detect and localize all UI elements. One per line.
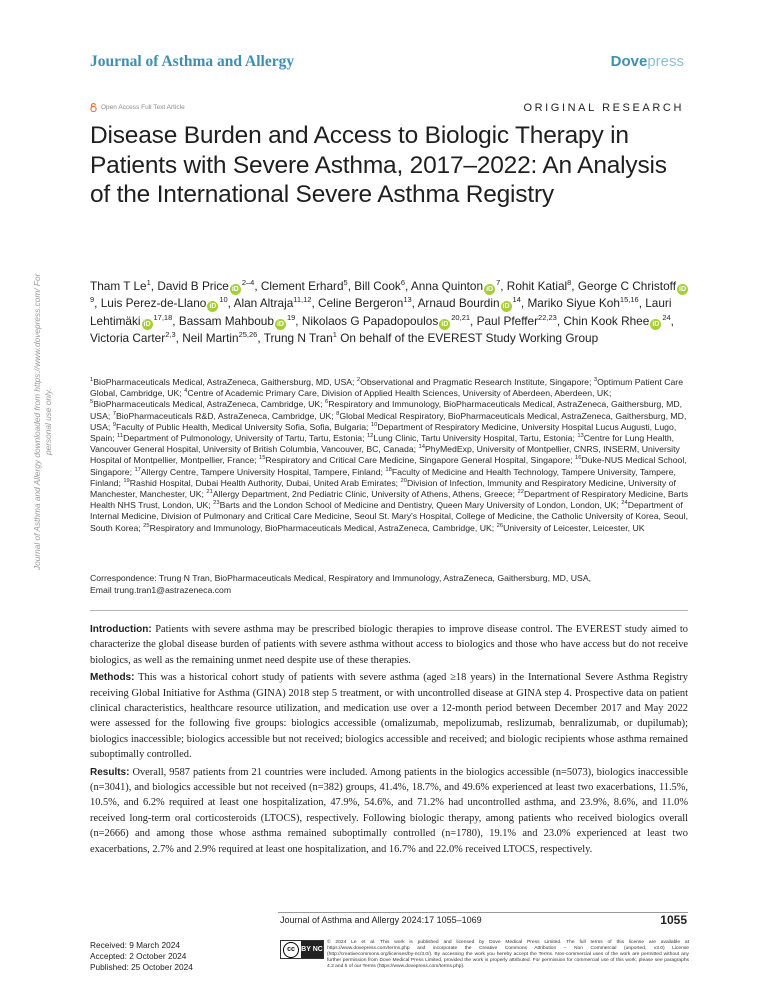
affiliation: $^{23}$Barts and the London School of Medicine and Dentistry, Queen Mary University of London, London, UK;: [213, 500, 622, 511]
introduction-text: Patients with severe asthma may be prescribed biologic therapies to improve disease control. The EVEREST study aimed to characterize the global disease burden of patients with severe asthma without access to biologics and those who have access but do not receive biologics, as well as the remaining unmet need despite use of these therapies.: [90, 624, 688, 666]
affiliation: $^{15}$Respiratory and Critical Care Medicine, Singapore General Hospital, Singapore;: [259, 455, 575, 466]
affiliation: $^6$Respiratory and Immunology, BioPharmaceuticals Medical, AstraZeneca, Gaithersburg, MD, USA;: [90, 399, 683, 421]
author: Chin Kook Rhee $iD^{24}$: [563, 312, 671, 328]
results-text: Overall, 9587 patients from 21 countries were included. Among patients in the biologics accessible (n=5073), biologics inaccessible (n=3041), and biologics accessible but not received (n=382) groups, 41.4%, 18.7%, and 49.6% experienced at least two exacerbations, 11.5%, 10.5%, and 6.2% required at least one hospitalization, 47.9%, 54.6%, and 71.2% had uncontrolled asthma, and 23.9%, 8.6%, and 11.0% received long-term oral corticosteroids (LTOCS), respectively. Following biologic therapy, among patients who received biologics overall (n=2666) and among those whose asthma remained suboptimally controlled (n=1780), 19.1% and 23.0% experienced at least two exacerbations, 2.7% and 2.9% required at least one hospitalization, and 16.7% and 22.0% received LTOCS, respectively.: [90, 766, 688, 855]
affiliation: $^{14}$PhyMedExp, University of Montpellier, CNRS, INSERM, University Hospital of Montpellier, Montpellier, France;: [90, 444, 680, 466]
affiliation: $^{11}$Department of Pulmonology, University of Tartu, Tartu, Estonia;: [117, 433, 367, 444]
author: Neil Martin$^{25,26}$: [182, 329, 258, 345]
author: Rohit Katial$^8$: [506, 278, 572, 293]
orcid-icon[interactable]: iD: [209, 303, 217, 311]
open-access-text: Open Access Full Text Article: [101, 104, 185, 111]
author: Tham T Le$^1$: [90, 278, 151, 293]
cc-license-badge[interactable]: [280, 940, 324, 959]
affiliation: $^8$Global Medical Respiratory, BioPharmaceuticals Medical, AstraZeneca, Gaithersburg, MD, USA;: [90, 410, 687, 432]
affiliation: $^{25}$Respiratory and Immunology, BioPharmaceuticals Medical, AstraZeneca, Cambridge, UK;: [143, 522, 497, 533]
affiliation: $^5$BioPharmaceuticals Medical, AstraZeneca, Cambridge, UK;: [90, 399, 326, 410]
author: Alan Altraja$^{11,12}$: [233, 295, 312, 311]
author: Paul Pfeffer$^{22,23}$: [476, 312, 557, 328]
author: David B Price $iD^{2-4}$: [157, 278, 255, 293]
correspondence-address: Correspondence: Trung N Tran, BioPharmaceuticals Medical, Respiratory and Immunology, AstraZeneca, Gaithersburg, MD, USA,: [90, 573, 592, 583]
study-group: On behalf of the EVEREST Study Working Group: [340, 330, 599, 345]
orcid-icon[interactable]: iD: [486, 286, 494, 293]
affiliation: $^{16}$Duke-NUS Medical School, Singapore;: [90, 455, 687, 477]
introduction-label: Introduction:: [90, 624, 152, 635]
affiliation: $^{10}$Department of Respiratory Medicine, University Hospital Lucus Augusti, Lugo, Spain;: [90, 421, 677, 444]
author: Mariko Siyue Koh$^{15,16}$: [527, 295, 639, 311]
affiliation: $^1$BioPharmaceuticals Medical, AstraZeneca, Gaithersburg, MD, USA;: [90, 377, 357, 387]
author: Celine Bergeron$^{13}$: [318, 295, 412, 311]
results-label: Results:: [90, 766, 130, 778]
affiliations: [90, 377, 692, 534]
orcid-icon[interactable]: iD: [276, 320, 284, 328]
open-access-lock-icon: [90, 103, 97, 112]
affiliation: $^4$Centre of Academic Primary Care, Division of Applied Health Sciences, University of Aberdeen, Aberdeen, UK;: [184, 388, 612, 399]
affiliation: $^{21}$Allergy Department, 2nd Pediatric Clinic, University of Athens, Athens, Greece;: [206, 489, 518, 500]
publisher-bold: Dove: [610, 53, 648, 70]
publisher-light: press: [647, 53, 684, 70]
license-text: © 2024 Le et al. This work is published and licensed by Dove Medical Press Limited. The full terms of this license are available at https://www.dovepress.com/terms.php and incorporate the Creative Commons Attribution – Non Commercial (unported, v3.0) License (http://creativecommons.org/licenses/by-nc/3.0/). By accessing the work you hereby accept the Terms. Non-commercial uses of the work are permitted without any further permission from Dove Medical Press Limited, provided the work is properly attributed. For permission for commercial use of this work, please see paragraphs 4.2 and 5 of our Terms (https://www.dovepress.com/terms.php).: [327, 940, 689, 970]
affiliation: $^{17}$Allergy Centre, Tampere University Hospital, Tampere, Finland;: [134, 466, 386, 477]
received-date: Received: 9 March 2024: [90, 940, 180, 950]
author: Lauri Lehtimäki iD$^{17,18}$: [90, 296, 672, 328]
accepted-date: Accepted: 2 October 2024: [90, 951, 187, 961]
publisher-logo[interactable]: [611, 53, 684, 70]
open-access-label: [90, 103, 185, 112]
orcid-icon[interactable]: iD: [231, 286, 239, 293]
cc-by-nc-label: BY NC: [301, 941, 323, 958]
orcid-icon[interactable]: iD: [502, 303, 510, 311]
affiliation: $^{20}$Division of Infection, Immunity and Respiratory Medicine, University of Manchester, Manchester, UK;: [90, 477, 676, 500]
orcid-icon[interactable]: iD: [441, 320, 449, 328]
author-list: Tham T Le$^1$, David B Price $iD^{2-4}$, Clement Erhard$^5$, Bill Cook$^6$, Anna Quinton $iD^7$, Rohit Katial$^8$, George C Christoff $iD^9$, Luis Perez-de-Llano $iD^{10}$, Alan Altraja$^{11,12}$, Celine Bergeron$^{13}$, Arnaud Bourdin $iD^{14}$, Mariko Siyue Koh$^{15,16}$, Lauri Lehtimäki iD$^{17,18}$, Bassam Mahboub $iD^{19}$, Nikolaos G Papadopoulos iD$^{20,21}$, Paul Pfeffer$^{22,23}$, Chin Kook Rhee $iD^{24}$, Victoria Carter$^{2,3}$, Neil Martin$^{25,26}$, Trung N Tran$^1$ On behalf of the EVEREST Study Working Group: [90, 278, 690, 347]
section-divider: [90, 610, 688, 611]
affiliation: $^{22}$Department of Respiratory Medicine, Barts Health NHS Trust, London, UK;: [90, 489, 689, 511]
affiliation: $^{26}$University of Leicester, Leicester, UK: [496, 522, 645, 533]
affiliation: $^9$Faculty of Public Health, Medical University Sofia, Sofia, Bulgaria;: [112, 421, 371, 432]
publication-dates: [90, 940, 193, 973]
methods-label: Methods:: [90, 672, 135, 684]
affiliation: $^{12}$Lung Clinic, Tartu University Hospital, Tartu, Estonia;: [366, 433, 578, 444]
author: Nikolaos G Papadopoulos iD$^{20,21}$: [301, 312, 471, 328]
cc-icon: cc: [283, 942, 299, 958]
correspondence: [90, 573, 690, 596]
download-watermark: Journal of Asthma and Allergy downloaded from https://www.dovepress.com/ For personal use only.: [32, 273, 53, 571]
author: Clement Erhard$^5$: [260, 278, 348, 293]
affiliation: $^{18}$Faculty of Medicine and Health Technology, Tampere University, Tampere, Finland;: [90, 466, 676, 488]
affiliation: $^{24}$Department of Internal Medicine, Division of Pulmonary and Critical Care Medicine, Seoul St. Mary's Hospital, College of Medicine, the Catholic University of Korea, Seoul, South Korea;: [90, 500, 688, 533]
affiliation: $^{19}$Rashid Hospital, Dubai Health Authority, Dubai, United Arab Emirates;: [123, 477, 401, 488]
affiliation: $^7$BioPharmaceuticals R&D, AstraZeneca, Cambridge, UK;: [112, 410, 337, 421]
author: Bill Cook$^6$: [354, 278, 405, 293]
methods-text: This was a historical cohort study of patients with severe asthma (aged ≥18 years) in the International Severe Asthma Registry receiving Global Initiative for Asthma (GINA) 2018 step 5 treatment, or with uncontrolled disease at GINA step 4. Prospective data on patient clinical characteristics, healthcare resource utilization, and medication use over a 12-month period between December 2017 and May 2022 were assessed for the following five groups: biologics accessible (omalizumab, mepolizumab, reslizumab, benralizumab, or dupilumab); biologics inaccessible; biologics accessible but not received; biologics accessible and received; and biologic recipients whose asthma remained suboptimally controlled.: [90, 672, 688, 761]
article-type: ORIGINAL RESEARCH: [523, 102, 684, 114]
author: Trung N Tran$^1$: [263, 329, 337, 345]
page-number: 1055: [660, 913, 687, 927]
abstract-introduction: [90, 622, 688, 668]
author: Bassam Mahboub $iD^{19}$: [178, 312, 296, 328]
footer-divider: [278, 912, 688, 913]
orcid-icon[interactable]: iD: [652, 320, 660, 328]
published-date: Published: 25 October 2024: [90, 962, 193, 972]
orcid-icon[interactable]: iD: [679, 286, 686, 293]
journal-name[interactable]: Journal of Asthma and Allergy: [90, 53, 295, 70]
author: Arnaud Bourdin $iD^{14}$: [417, 295, 521, 311]
orcid-icon[interactable]: iD: [143, 320, 151, 328]
affiliation: $^3$Optimum Patient Care Global, Cambridge, UK;: [90, 377, 684, 399]
author: Luis Perez-de-Llano $iD^{10}$: [100, 295, 228, 311]
author: Victoria Carter$^{2,3}$: [90, 329, 176, 345]
affiliation: $^{13}$Centre for Lung Health, Vancouver General Hospital, University of British Columbia, Vancouver, BC, Canada;: [90, 433, 675, 455]
author: Anna Quinton $iD^7$: [410, 278, 501, 293]
correspondence-email[interactable]: Email trung.tran1@astrazeneca.com: [90, 584, 232, 595]
affiliation: $^2$Observational and Pragmatic Research Institute, Singapore;: [356, 377, 594, 387]
author: George C Christoff $iD^9$: [90, 279, 686, 305]
abstract-results: [90, 765, 688, 857]
footer-citation[interactable]: Journal of Asthma and Allergy 2024:17 1055–1069: [280, 915, 482, 925]
article-title: Disease Burden and Access to Biologic Therapy in Patients with Severe Asthma, 2017–2022: An Analysis of the International Severe Asthma Registry: [90, 122, 667, 208]
abstract: [90, 622, 688, 859]
abstract-methods: [90, 670, 688, 762]
